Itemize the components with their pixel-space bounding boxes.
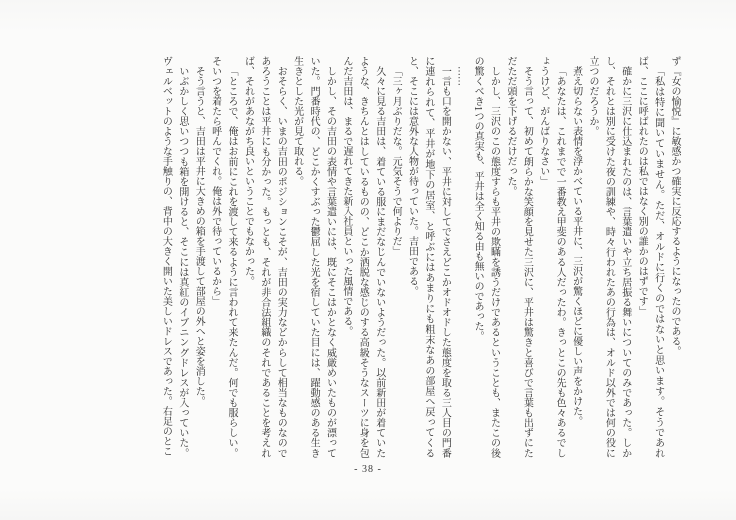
paragraph: ず『女の愉悦』に敏感かつ確実に反応するようになったのである。 xyxy=(669,56,680,356)
paragraph: いぶかしく思いつつも箱を開けると、そこには真紅のイブニングドレスが入っていた。ヴェルベットのような手触りの、背中の大きく開いた美しいドレスであった。右足のとこ xyxy=(160,56,188,458)
dialogue-paragraph: 「あなたは、これまでで一番教え甲斐のある人だったわ。きっとこの先も色々あるでしょうけど、がんばりなさい」 xyxy=(537,56,566,458)
dialogue-paragraph: 「三ヶ月ぶりだな。元気そうで何よりだ」 xyxy=(390,66,402,256)
paragraph: しかし、その吉田の表情や言葉遣いには、既にそこはかとなく威厳めいたものが漂っていた。門番時代の、どこかくすぶった鬱屈した光を宿していた目には、躍動感のある生き生きとした光が見て取れる。 xyxy=(291,56,336,458)
paragraph: おそらく、いまの吉田のポジションこそが、吉田の実力などからして相当なものなのであろうことは平井にも分かった。もっとも、それが非合法組織のそれであることを考えれば、それがあながち良いということでもなかった。 xyxy=(242,56,287,458)
dialogue-paragraph: 「私は特に聞いていません。ただ、オルドに行くのではないと思います。そうであれば、ここに呼ばれたのは私ではなく別の誰かのはずです」 xyxy=(636,56,664,458)
paragraph: 一言も口を開かない、平井に対してでさえどこかオドオドした態度を取る三人目の門番に連れられて、平井が地下の居室、と呼ぶにはあまりにも粗末なあの部屋へ戻ってくると、そこには意外な人物が待っていた。吉田である。 xyxy=(406,56,451,458)
scene-break-ellipsis: …… xyxy=(455,66,467,86)
paragraph: しかし、三沢のこの態度すらも平井の欺瞞を誘うだけであるということも、またこの後の驚くべき1つの真実も、平井は全く知る由も無いのであった。 xyxy=(472,56,500,458)
paragraph: そう言って、初めて朗らかな笑顔を見せた三沢に、平井は驚きと喜びで言葉も出ずにただただ頭を下げるだけだった。 xyxy=(504,56,533,458)
paragraph: そう言うと、吉田は平井に大きめの箱を手渡して部屋の外へと姿を消した。 xyxy=(193,66,205,406)
paragraph: 久々に見る吉田は、着ている服にまだなじんでいないようだった。以前新田が着ていたような、きちんとはしているものの、どこか洒脱な感じのする高級そうなスーツに身を包んだ吉田は、まるで遅れてきた新入社員といった風情である。 xyxy=(340,56,385,458)
dialogue-paragraph: 「ところで、俺はお前にこれを渡して来るように言われて来たんだ。何でも服らしい。そいつを着たら呼んでくれ。俺は外で待っているから」 xyxy=(209,56,238,458)
paragraph: 煮え切らない表情を浮かべている平井に、三沢が驚くほどに優しい声をかけた。 xyxy=(570,66,582,426)
page-text xyxy=(58,56,682,458)
paragraph: 確かに三沢に仕込まれたのは、言葉遣いや立ち居振る舞いについてのみであった。しかし、それとは別に受けた夜の訓練や、時々行われたあの行為は、オルド以外では何の役に立つのだろうか。 xyxy=(586,56,631,458)
page-number: - 38 - xyxy=(354,464,382,475)
